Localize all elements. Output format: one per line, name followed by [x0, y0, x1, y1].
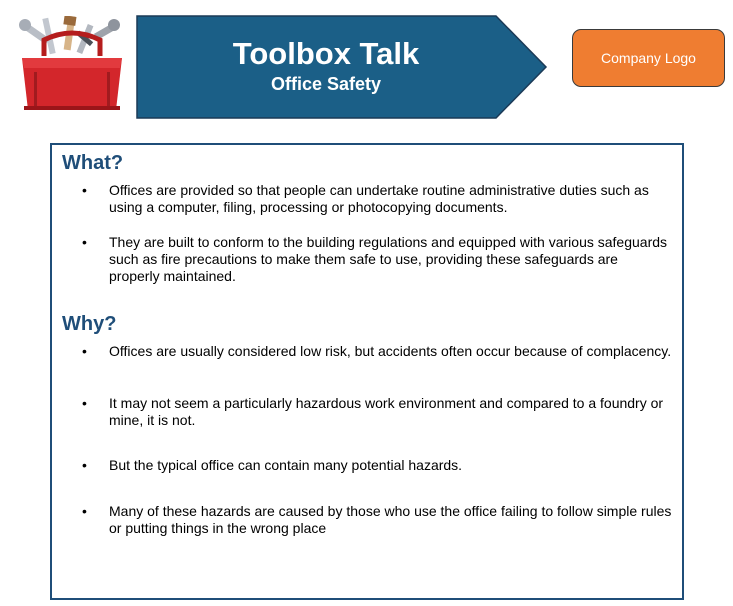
- title-banner: [136, 15, 548, 119]
- why-bullet-3: • But the typical office can contain many potential hazards.: [82, 457, 672, 474]
- why-bullet-1: • Offices are usually considered low risk, but accidents often occur because of complacency.: [82, 343, 672, 360]
- what-bullet-1: • Offices are provided so that people can undertake routine administrative duties such as using a computer, filing, processing or photocopying documents.: [82, 182, 672, 216]
- what-bullet-2: • They are built to conform to the building regulations and equipped with various safeguards such as fire precautions to make them safe to use, providing these safeguards are properly maintained.: [82, 234, 672, 285]
- why-bullet-2: • It may not seem a particularly hazardous work environment and compared to a foundry or mine, it is not.: [82, 395, 672, 429]
- page-subtitle: Office Safety: [270, 74, 382, 94]
- why-bullet-4: • Many of these hazards are caused by those who use the office failing to follow simple rules or putting things in the wrong place: [82, 503, 672, 537]
- toolbox-icon: [16, 16, 128, 114]
- page-title: Toolbox Talk: [232, 36, 420, 71]
- why-heading: Why?: [62, 313, 117, 335]
- content-box: [50, 143, 684, 600]
- company-logo: Company Logo: [572, 29, 725, 87]
- what-heading: What?: [62, 152, 124, 174]
